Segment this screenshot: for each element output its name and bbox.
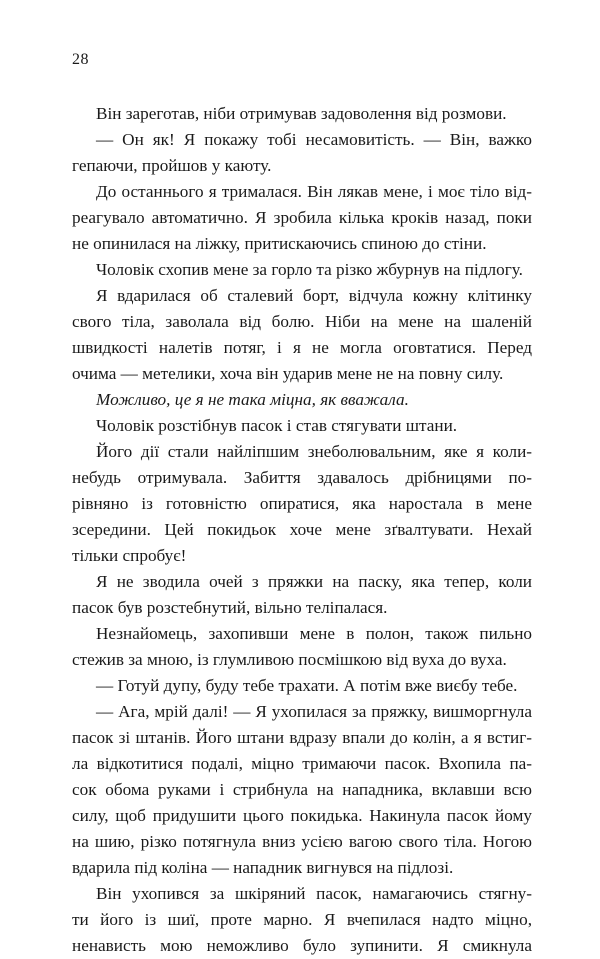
text-line: Можливо, це я не така міцна, як вважала.: [96, 390, 409, 409]
text-line: небудь отримувала. Забиття здавалось дрібницями по-: [72, 468, 532, 487]
text-line: сок обома руками і стрибнула на нападника, вклавши всю: [72, 780, 532, 799]
text-line: пасок зі штанів. Його штани вдразу впали до колін, а я встиг-: [72, 728, 532, 747]
text-line: Я вдарилася об сталевий борт, відчула кожну клітинку: [96, 286, 532, 305]
text-line: свого тіла, заволала від болю. Ніби на мене на шаленій: [72, 312, 532, 331]
text-line: на шию, різко потягнула вниз усією вагою свого тіла. Ногою: [72, 832, 532, 851]
body-text: [72, 101, 532, 959]
text-line: Він зареготав, ніби отримував задоволення від розмови.: [96, 104, 507, 123]
text-line: реагувало автоматично. Я зробила кілька кроків назад, поки: [72, 208, 532, 227]
text-line: зсередини. Цей покидьок хоче мене зґвалтувати. Нехай: [72, 520, 532, 539]
text-line: ла відкотитися подалі, міцно тримаючи пасок. Вхопила па-: [72, 754, 532, 773]
text-line: стежив за мною, із глумливою посмішкою від вуха до вуха.: [72, 650, 507, 669]
text-line: очима — метелики, хоча він ударив мене не на повну силу.: [72, 364, 504, 383]
text-line: Чоловік схопив мене за горло та різко жбурнув на підлогу.: [96, 260, 523, 279]
text-line: тільки спробує!: [72, 546, 187, 565]
text-line: ти його із шиї, проте марно. Я вчепилася надто міцно,: [72, 910, 532, 929]
text-line: Його дії стали найліпшим знеболювальним, яке я коли-: [96, 442, 532, 461]
text-line: — Ага, мрій далі! — Я ухопилася за пряжку, вишморгнула: [96, 702, 532, 721]
text-line: не опинилася на ліжку, притискаючись спиною до стіни.: [72, 234, 487, 253]
text-line: Чоловік розстібнув пасок і став стягувати штани.: [96, 416, 458, 435]
text-line: гепаючи, пройшов у каюту.: [72, 156, 272, 175]
text-line: вдарила під коліна — нападник вигнувся на підлозі.: [72, 858, 454, 877]
text-line: рівняно із готовністю опиратися, яка наростала в мене: [72, 494, 532, 513]
text-line: Він ухопився за шкіряний пасок, намагаючись стягну-: [96, 884, 532, 903]
text-line: — Он як! Я покажу тобі несамовитість. — Він, важко: [96, 130, 532, 149]
text-line: ненависть мою неможливо було зупинити. Я смикнула: [72, 936, 532, 955]
text-line: — Готуй дупу, буду тебе трахати. А потім вже виєбу тебе.: [96, 676, 518, 695]
text-line: пасок був розстебнутий, вільно теліпалася.: [72, 598, 388, 617]
page-number: 28: [72, 51, 89, 68]
text-line: Незнайомець, захопивши мене в полон, також пильно: [96, 624, 532, 643]
text-line: До останнього я трималася. Він лякав мене, і моє тіло від-: [96, 182, 532, 201]
text-line: силу, щоб придушити цього покидька. Накинула пасок йому: [72, 806, 532, 825]
text-line: Я не зводила очей з пряжки на паску, яка тепер, коли: [96, 572, 532, 591]
text-line: швидкості налетів потяг, і я не могла оговтатися. Перед: [72, 338, 532, 357]
